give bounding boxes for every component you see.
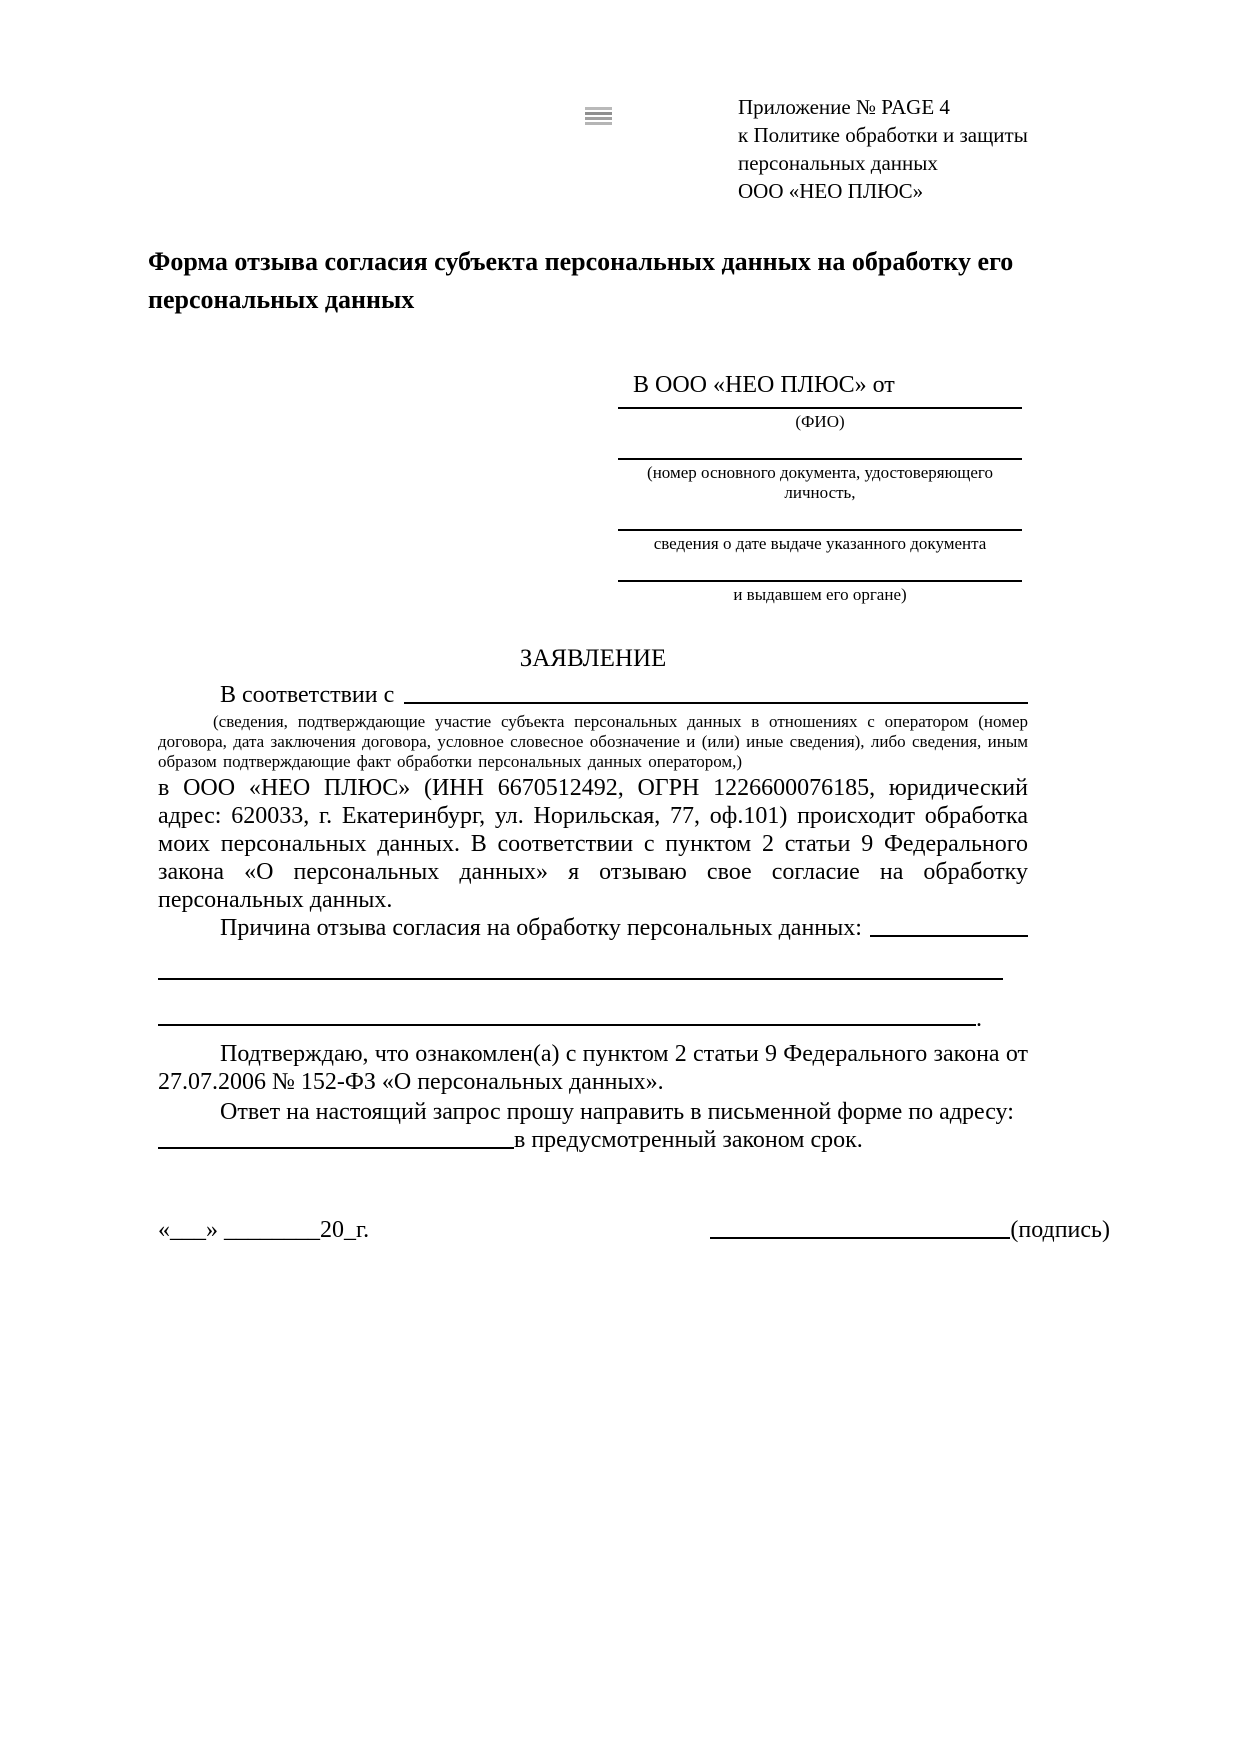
intro-footnote: (сведения, подтверждающие участие субъекта персональных данных в отношениях с оператором (номер договора, дата заключения договора, условное словесное обозначение и (или) иные сведения), либо сведения, иным образом подтверждающие факт обработки персональных данных оператором,) (158, 712, 1028, 771)
reply-request-line: Ответ на настоящий запрос прошу направить в письменной форме по адресу: (220, 1099, 1014, 1125)
issuing-authority-caption: и выдавшем его органе) (733, 585, 907, 604)
appendix-line: персональных данных (738, 151, 938, 175)
appendix-header (738, 93, 1028, 205)
signature-caption: (подпись) (1010, 1217, 1110, 1243)
fio-caption: (ФИО) (795, 412, 845, 431)
appendix-line: Приложение № PAGE 4 (738, 95, 950, 119)
gap (862, 914, 870, 942)
reason-blank-line (870, 935, 1028, 937)
signature-group (710, 1216, 1110, 1244)
addressee-line: В ООО «НЕО ПЛЮС» от (633, 372, 895, 398)
statement-heading: ЗАЯВЛЕНИЕ (519, 645, 667, 672)
address-blank-line (158, 1147, 514, 1149)
blank-line-terminator: . (976, 1006, 982, 1032)
reason-line (158, 914, 1028, 942)
paragraph-indent (158, 681, 220, 709)
issue-date-field (618, 529, 1022, 554)
reason-blank-line-3-rule (158, 1024, 976, 1026)
paragraph-indent (158, 914, 220, 942)
reason-label: Причина отзыва согласия на обработку персональных данных: (220, 915, 862, 941)
embedded-object-icon (585, 107, 612, 131)
intro-prefix-text: В соответствии с (220, 682, 395, 708)
confirmation-paragraph: Подтверждаю, что ознакомлен(а) с пунктом 2 статьи 9 Федерального закона от 27.07.2006 № 152-ФЗ «О персональных данных». (158, 1041, 1028, 1095)
signature-blank-line (710, 1237, 1010, 1239)
document-title: Форма отзыва согласия субъекта персональных данных на обработку его персональных данных (148, 247, 1014, 314)
reply-address-line (158, 1126, 1028, 1154)
intro-blank-line (404, 702, 1028, 704)
statement-body: в ООО «НЕО ПЛЮС» (ИНН 6670512492, ОГРН 1226600076185, юридический адрес: 620033, г. Екатеринбург, ул. Норильская, 77, оф.101) происходит обработка моих персональных данных. В соответствии с пунктом 2 статьи 9 Федерального закона «О персональных данных» я отзываю свое согласие на обработку персональных данных. (158, 775, 1028, 913)
gap (394, 681, 404, 709)
date-placeholder: «___» ________20_г. (158, 1217, 370, 1243)
appendix-line: к Политике обработки и защиты (738, 123, 1028, 147)
reason-blank-line-2 (158, 978, 1003, 980)
addressee-fields (618, 407, 1022, 605)
issuing-authority-field (618, 580, 1022, 605)
document-number-caption: (номер основного документа, удостоверяющего личность, (647, 463, 993, 502)
page-header (158, 93, 1028, 211)
issue-date-caption: сведения о дате выдаче указанного документа (653, 534, 987, 553)
reply-suffix-text: в предусмотренный законом срок. (514, 1127, 863, 1153)
document-number-field (618, 458, 1022, 503)
signature-row (158, 1216, 1110, 1244)
appendix-line: ООО «НЕО ПЛЮС» (738, 179, 924, 203)
statement-intro (158, 681, 1028, 709)
fio-field (618, 407, 1022, 432)
reason-blank-line-3 (158, 1006, 1028, 1032)
